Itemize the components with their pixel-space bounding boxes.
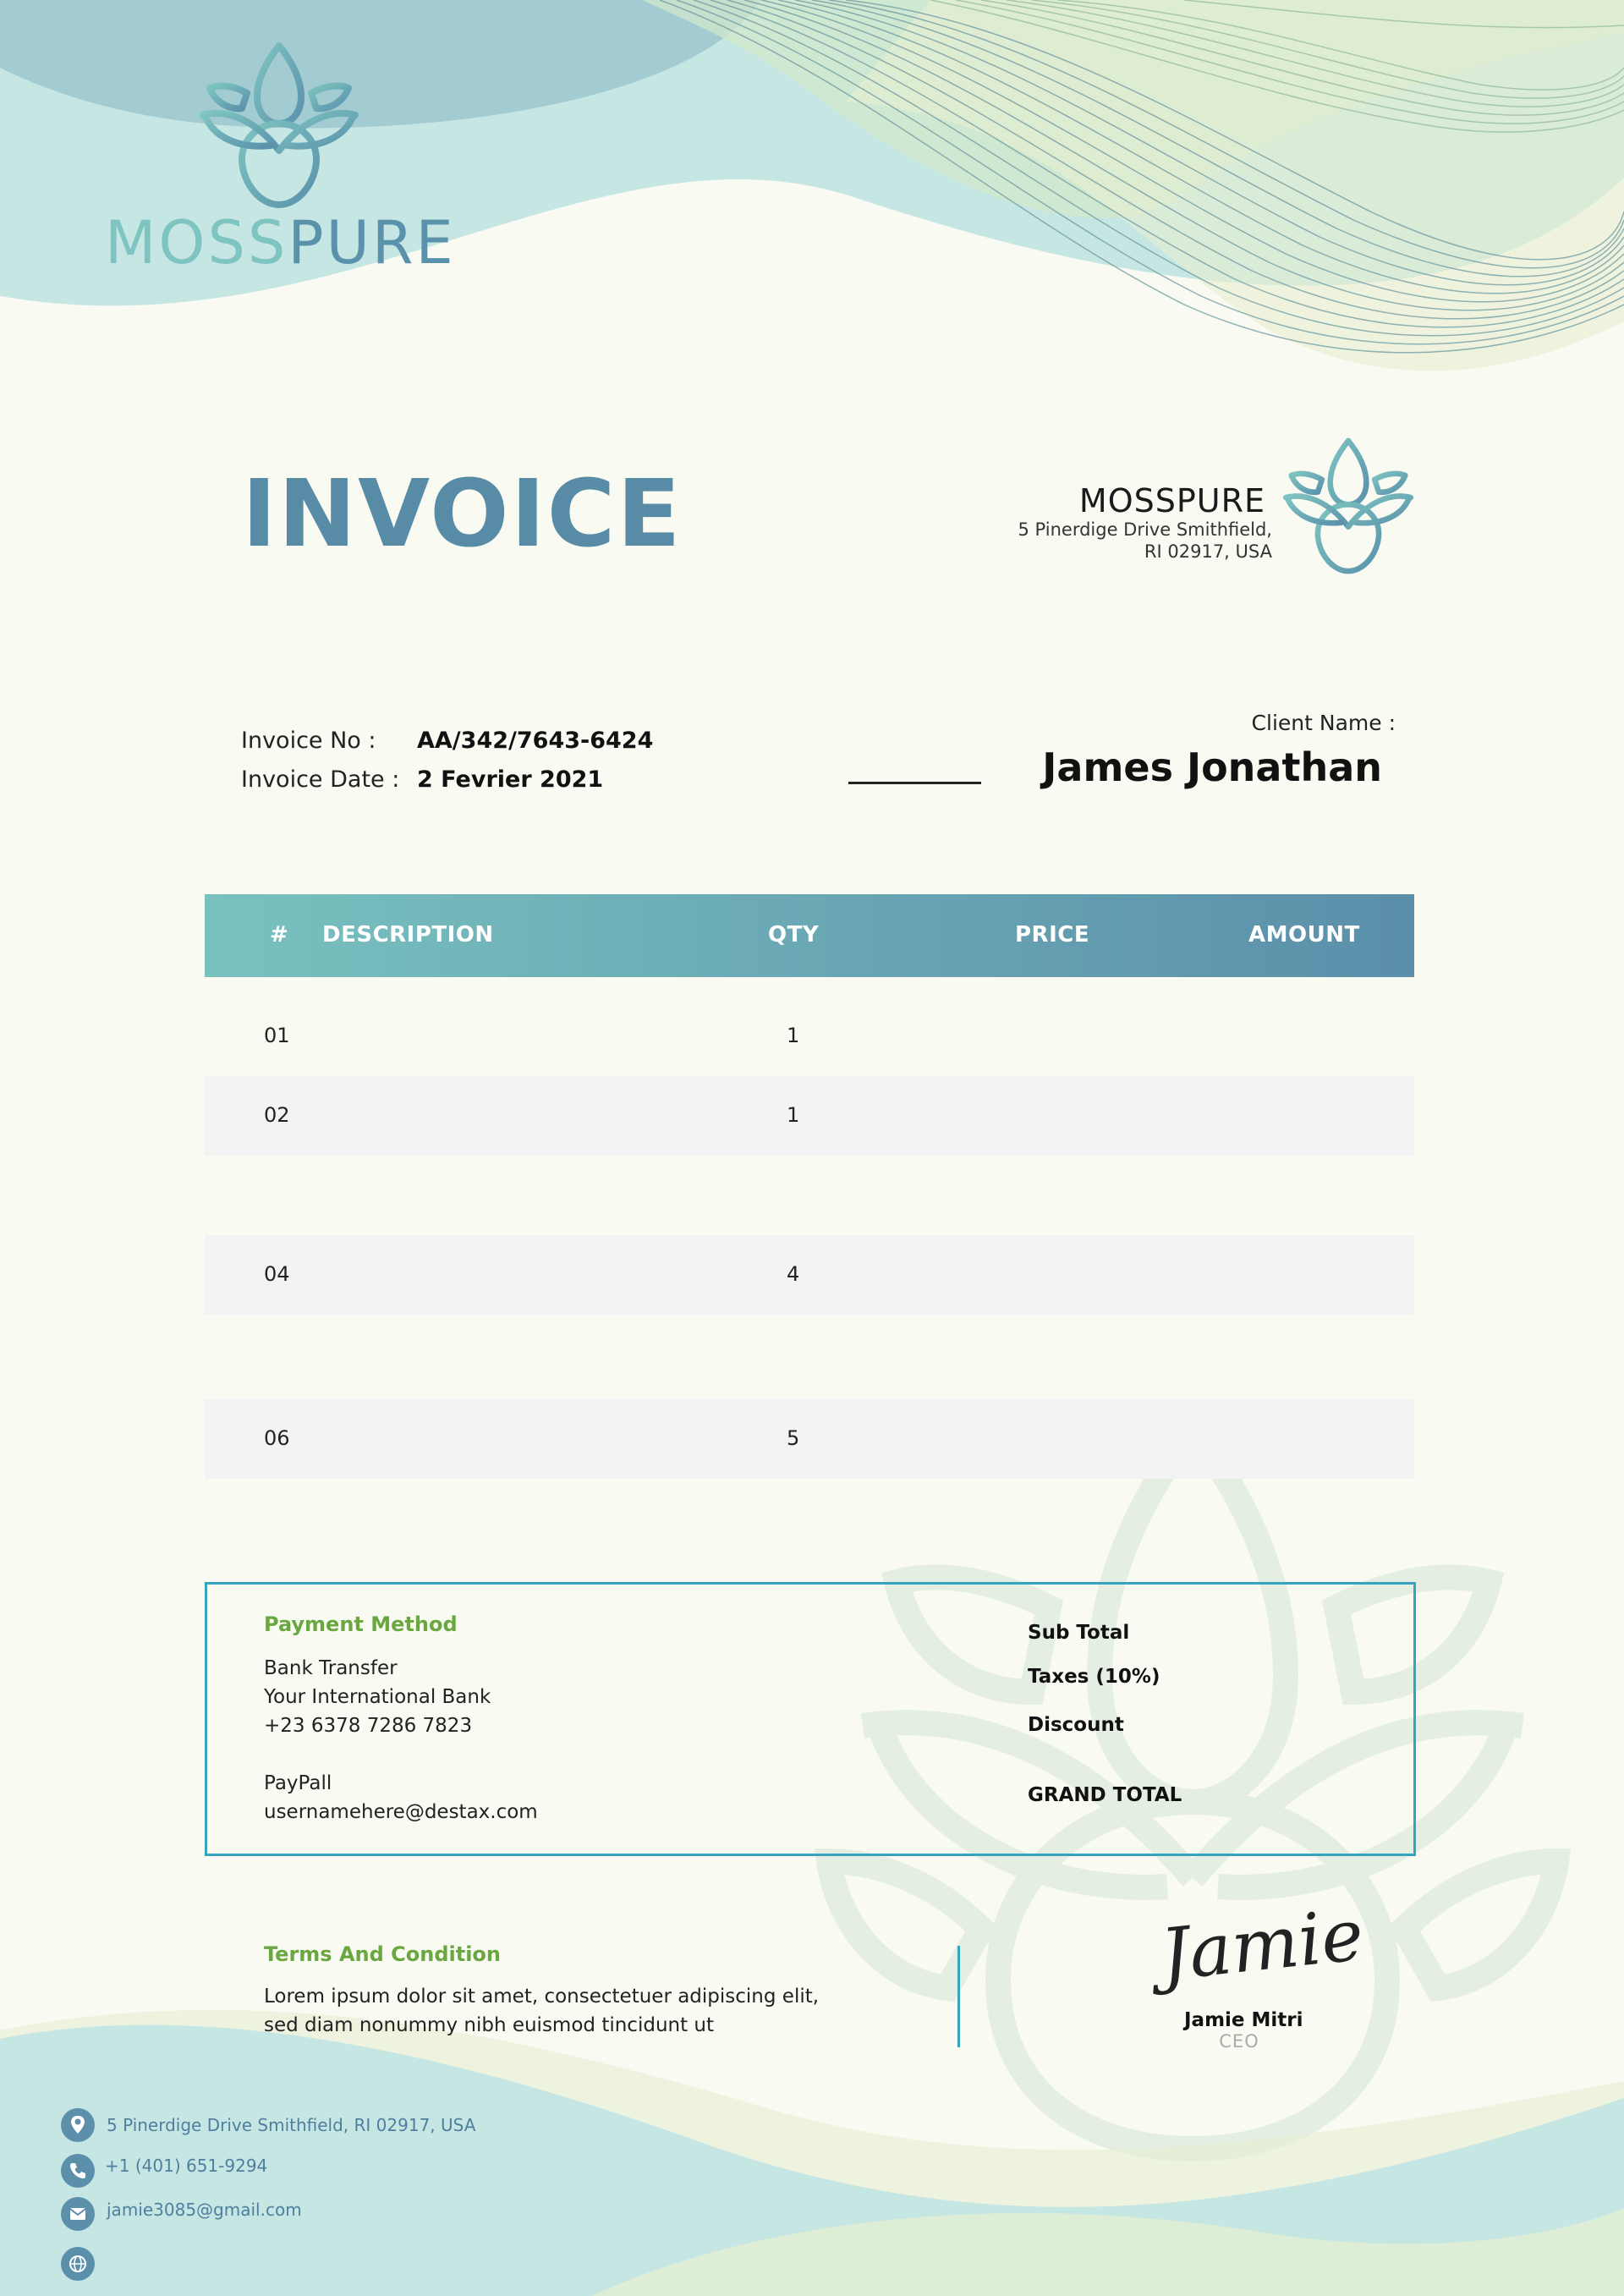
table-row [205,1399,1414,1479]
payment-line: Your International Bank [264,1686,491,1708]
invoice-date-value: 2 Fevrier 2021 [417,766,604,793]
company-name: MOSSPURE [1078,482,1265,519]
terms-heading: Terms And Condition [264,1942,502,1966]
table-row [205,1076,1414,1156]
table-row [205,1315,1414,1394]
logo-text-pure: PURE [288,208,456,277]
col-header-description: DESCRIPTION [322,922,494,948]
table-row [205,1235,1414,1315]
invoice-title: INVOICE [242,459,683,568]
contact-address: 5 Pinerdige Drive Smithfield, RI 02917, USA [107,2115,476,2135]
row-qty: 4 [787,1262,800,1286]
invoice-no-label: Invoice No : [241,728,376,754]
table-header [205,894,1414,977]
signer-title: CEO [1219,2031,1259,2052]
payment-line: PayPall [264,1772,332,1794]
row-number: 01 [264,1024,290,1047]
signer-name: Jamie Mitri [1184,2009,1303,2031]
payment-line: +23 6378 7286 7823 [264,1715,473,1737]
location-pin-icon [61,2108,95,2142]
brand-logo-icon [195,41,364,210]
invoice-date-label: Invoice Date : [241,766,400,793]
payment-line: usernamehere@destax.com [264,1801,538,1823]
col-header-qty: QTY [768,922,820,948]
payment-method-heading: Payment Method [264,1612,458,1636]
row-number: 04 [264,1262,290,1286]
terms-line1: Lorem ipsum dolor sit amet, consectetuer adipiscing elit, [264,1986,820,2008]
row-qty: 5 [787,1426,800,1450]
globe-icon [61,2247,95,2281]
payment-line: Bank Transfer [264,1657,398,1679]
contact-phone: +1 (401) 651-9294 [105,2156,268,2176]
table-row [205,997,1414,1076]
client-name-label: Client Name : [1251,711,1396,735]
logo-text-moss: MOSS [105,208,288,277]
invoice-no-value: AA/342/7643-6424 [417,728,654,754]
col-header-amount: AMOUNT [1248,922,1360,948]
divider-line [848,782,981,784]
brand-logo-text [105,208,456,277]
sub-total-label: Sub Total [1028,1622,1130,1644]
signature-script: Jamie [1156,1892,1368,1997]
row-number: 02 [264,1103,290,1127]
mail-icon [61,2197,95,2231]
company-address-line1: 5 Pinerdige Drive Smithfield, [1018,519,1272,540]
row-qty: 1 [787,1024,800,1047]
discount-label: Discount [1028,1714,1124,1736]
table-row [205,1156,1414,1235]
client-name: James Jonathan [1042,744,1382,790]
terms-line2: sed diam nonummy nibh euismod tincidunt ut [264,2014,715,2036]
row-number: 06 [264,1426,290,1450]
phone-icon [61,2154,95,2188]
grand-total-label: GRAND TOTAL [1028,1784,1182,1806]
company-address-line2: RI 02917, USA [1144,541,1272,562]
footer-wave-background [0,1980,1624,2296]
taxes-label: Taxes (10%) [1028,1666,1160,1688]
company-logo-icon [1279,433,1418,579]
row-qty: 1 [787,1103,800,1127]
contact-email: jamie3085@gmail.com [107,2200,302,2220]
terms-divider [957,1946,960,2047]
col-header-price: PRICE [1015,922,1090,948]
col-header-num: # [270,922,289,948]
